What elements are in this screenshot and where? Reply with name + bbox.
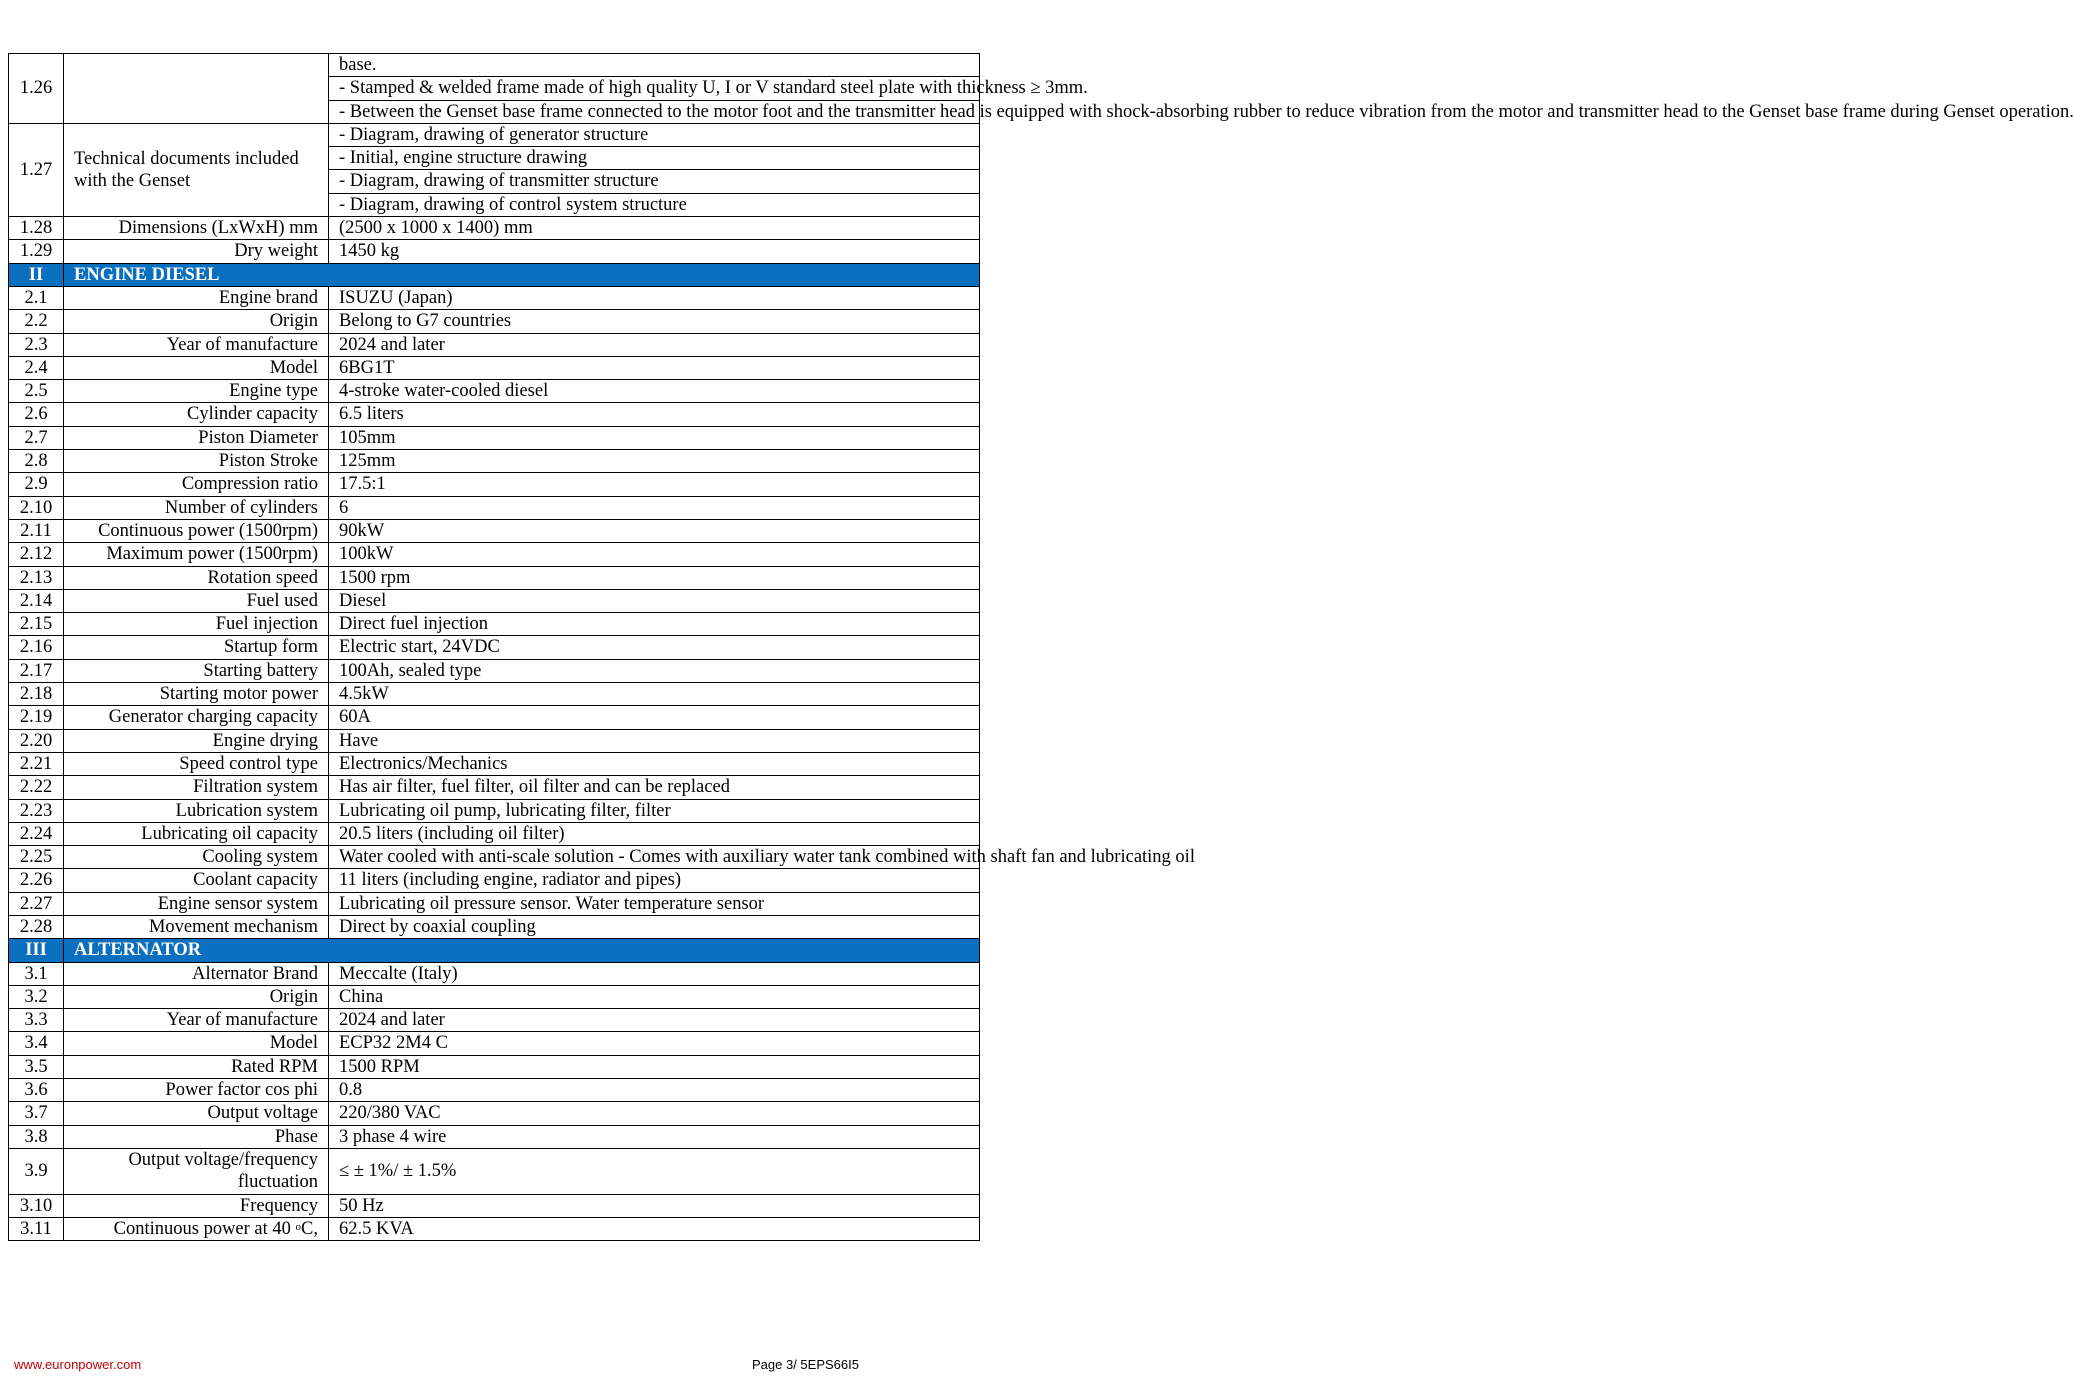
- table-row: [9, 962, 980, 985]
- row-number: 3.2: [9, 985, 64, 1008]
- row-label: Filtration system: [64, 776, 329, 799]
- row-label: Continuous power (1500rpm): [64, 519, 329, 542]
- table-row: [9, 613, 980, 636]
- row-label: Compression ratio: [64, 473, 329, 496]
- row-value: - Stamped & welded frame made of high quality U, I or V standard steel plate with thickness ≥ 3mm.: [329, 77, 980, 100]
- row-label: Startup form: [64, 636, 329, 659]
- degree-superscript: o: [295, 1220, 302, 1233]
- row-number: 2.1: [9, 286, 64, 309]
- page-footer: [14, 1357, 890, 1375]
- row-value: 50 Hz: [329, 1194, 980, 1217]
- table-row: [9, 1194, 980, 1217]
- table-row: [9, 706, 980, 729]
- row-label: Phase: [64, 1125, 329, 1148]
- table-row: [9, 1009, 980, 1032]
- spec-table-body: [9, 54, 2074, 1241]
- table-row: [9, 217, 980, 240]
- row-number: 2.15: [9, 613, 64, 636]
- table-row: [9, 1217, 980, 1240]
- table-row: [9, 752, 980, 775]
- row-value: (2500 x 1000 x 1400) mm: [329, 217, 980, 240]
- table-row: [9, 659, 980, 682]
- table-row: [9, 1032, 980, 1055]
- row-label: Lubricating oil capacity: [64, 822, 329, 845]
- row-value: 60A: [329, 706, 980, 729]
- row-value: Electronics/Mechanics: [329, 752, 980, 775]
- row-label: [64, 1148, 329, 1194]
- row-number: 2.22: [9, 776, 64, 799]
- row-label: Generator charging capacity: [64, 706, 329, 729]
- row-number: 3.7: [9, 1102, 64, 1125]
- row-label: Lubrication system: [64, 799, 329, 822]
- table-row: [9, 543, 980, 566]
- row-value: 4-stroke water-cooled diesel: [329, 380, 980, 403]
- table-row: [9, 1079, 980, 1102]
- table-row: [9, 1125, 980, 1148]
- section-number: III: [9, 939, 64, 962]
- table-row: [9, 123, 980, 146]
- row-number: 2.5: [9, 380, 64, 403]
- row-number: 2.12: [9, 543, 64, 566]
- row-label: Movement mechanism: [64, 915, 329, 938]
- row-label: Starting motor power: [64, 683, 329, 706]
- section-header-engine: [9, 263, 980, 286]
- row-label: Coolant capacity: [64, 869, 329, 892]
- row-label: Cylinder capacity: [64, 403, 329, 426]
- row-number: 2.9: [9, 473, 64, 496]
- table-row: [9, 403, 980, 426]
- row-value: base.: [329, 54, 980, 77]
- row-value: 6: [329, 496, 980, 519]
- row-label: Frequency: [64, 1194, 329, 1217]
- row-number: 3.10: [9, 1194, 64, 1217]
- row-value: Meccalte (Italy): [329, 962, 980, 985]
- row-value: ECP32 2M4 C: [329, 1032, 980, 1055]
- table-row: [9, 683, 980, 706]
- row-number: 3.3: [9, 1009, 64, 1032]
- row-number: 2.23: [9, 799, 64, 822]
- row-number: 2.3: [9, 333, 64, 356]
- row-label: Engine sensor system: [64, 892, 329, 915]
- row-number: 2.27: [9, 892, 64, 915]
- table-row: [9, 776, 980, 799]
- row-label: [64, 1217, 329, 1240]
- row-value: 6.5 liters: [329, 403, 980, 426]
- row-value: 105mm: [329, 426, 980, 449]
- row-label: Engine drying: [64, 729, 329, 752]
- row-label-text: Continuous power at 40: [113, 1218, 296, 1239]
- table-row: [9, 356, 980, 379]
- table-row: [9, 822, 980, 845]
- row-value: 2024 and later: [329, 1009, 980, 1032]
- row-value: 90kW: [329, 519, 980, 542]
- row-number: 2.17: [9, 659, 64, 682]
- table-row: [9, 892, 980, 915]
- row-number: 2.7: [9, 426, 64, 449]
- table-row: [9, 799, 980, 822]
- row-label: Dimensions (LxWxH) mm: [64, 217, 329, 240]
- row-value: 11 liters (including engine, radiator and pipes): [329, 869, 980, 892]
- table-row: [9, 519, 980, 542]
- row-number: 2.24: [9, 822, 64, 845]
- row-number: 2.26: [9, 869, 64, 892]
- row-number: 2.19: [9, 706, 64, 729]
- row-number: 2.4: [9, 356, 64, 379]
- row-label: Maximum power (1500rpm): [64, 543, 329, 566]
- row-label: Alternator Brand: [64, 962, 329, 985]
- table-row: [9, 333, 980, 356]
- table-row: [9, 589, 980, 612]
- row-label: Engine type: [64, 380, 329, 403]
- row-label: Year of manufacture: [64, 1009, 329, 1032]
- table-row: [9, 915, 980, 938]
- row-label-line: fluctuation: [237, 1172, 318, 1193]
- section-number: II: [9, 263, 64, 286]
- row-value: Has air filter, fuel filter, oil filter and can be replaced: [329, 776, 980, 799]
- table-row: [9, 566, 980, 589]
- row-value: Water cooled with anti-scale solution - Comes with auxiliary water tank combined with shaft fan and lubricating oil: [329, 846, 980, 869]
- row-label: Dry weight: [64, 240, 329, 263]
- table-row: [9, 1148, 980, 1194]
- row-value: Diesel: [329, 589, 980, 612]
- row-number: 3.8: [9, 1125, 64, 1148]
- row-label: Speed control type: [64, 752, 329, 775]
- row-label: Output voltage: [64, 1102, 329, 1125]
- row-label-text: C,: [301, 1218, 318, 1239]
- row-label: Number of cylinders: [64, 496, 329, 519]
- row-label: Power factor cos phi: [64, 1079, 329, 1102]
- row-label: Technical documents included with the Genset: [64, 123, 329, 216]
- row-number: 3.6: [9, 1079, 64, 1102]
- row-number: 1.28: [9, 217, 64, 240]
- table-row: [9, 846, 980, 869]
- row-number: 2.6: [9, 403, 64, 426]
- table-row: [9, 496, 980, 519]
- row-value: 100kW: [329, 543, 980, 566]
- row-value: 1500 RPM: [329, 1055, 980, 1078]
- row-number: 1.26: [9, 54, 64, 124]
- row-label: [64, 54, 329, 124]
- row-value: 1500 rpm: [329, 566, 980, 589]
- table-row: [9, 473, 980, 496]
- row-value: - Between the Genset base frame connected to the motor foot and the transmitter head is equipped with shock-absorbing rubber to reduce vibration from the motor and transmitter head to the Genset base frame during Genset operation.: [329, 100, 980, 123]
- row-value: Direct fuel injection: [329, 613, 980, 636]
- row-value: Lubricating oil pump, lubricating filter, filter: [329, 799, 980, 822]
- row-number: 3.9: [9, 1148, 64, 1194]
- row-value: 6BG1T: [329, 356, 980, 379]
- row-value: - Initial, engine structure drawing: [329, 147, 980, 170]
- table-row: [9, 729, 980, 752]
- row-number: 2.10: [9, 496, 64, 519]
- row-label: Rotation speed: [64, 566, 329, 589]
- table-row: [9, 1102, 980, 1125]
- row-value: - Diagram, drawing of control system structure: [329, 193, 980, 216]
- row-number: 2.18: [9, 683, 64, 706]
- row-label: Piston Stroke: [64, 450, 329, 473]
- row-number: 2.21: [9, 752, 64, 775]
- footer-website[interactable]: www.euronpower.com: [14, 1357, 142, 1372]
- row-value: 2024 and later: [329, 333, 980, 356]
- spec-table: [8, 53, 2074, 1241]
- row-number: 3.1: [9, 962, 64, 985]
- row-value: Direct by coaxial coupling: [329, 915, 980, 938]
- row-label: Engine brand: [64, 286, 329, 309]
- row-value: 0.8: [329, 1079, 980, 1102]
- row-value: 125mm: [329, 450, 980, 473]
- row-value: 1450 kg: [329, 240, 980, 263]
- row-value: Electric start, 24VDC: [329, 636, 980, 659]
- row-number: 2.2: [9, 310, 64, 333]
- row-label: Cooling system: [64, 846, 329, 869]
- row-value: - Diagram, drawing of generator structure: [329, 123, 980, 146]
- row-value: ≤ ± 1%/ ± 1.5%: [329, 1148, 980, 1194]
- row-number: 2.14: [9, 589, 64, 612]
- row-value: Belong to G7 countries: [329, 310, 980, 333]
- row-number: 1.29: [9, 240, 64, 263]
- row-label: Piston Diameter: [64, 426, 329, 449]
- table-row: [9, 380, 980, 403]
- row-label: Model: [64, 1032, 329, 1055]
- row-number: 2.16: [9, 636, 64, 659]
- row-label: Model: [64, 356, 329, 379]
- row-value: Have: [329, 729, 980, 752]
- row-value: 17.5:1: [329, 473, 980, 496]
- table-row: [9, 54, 980, 77]
- row-number: 2.20: [9, 729, 64, 752]
- table-row: [9, 985, 980, 1008]
- row-number: 2.25: [9, 846, 64, 869]
- section-header-alternator: [9, 939, 980, 962]
- row-label: Origin: [64, 985, 329, 1008]
- row-value: 220/380 VAC: [329, 1102, 980, 1125]
- row-value: 62.5 KVA: [329, 1217, 980, 1240]
- table-row: [9, 1055, 980, 1078]
- table-row: [9, 240, 980, 263]
- row-value: Lubricating oil pressure sensor. Water temperature sensor: [329, 892, 980, 915]
- table-row: [9, 286, 980, 309]
- row-number: 3.5: [9, 1055, 64, 1078]
- row-value: 20.5 liters (including oil filter): [329, 822, 980, 845]
- table-row: [9, 426, 980, 449]
- row-number: 3.11: [9, 1217, 64, 1240]
- row-value: 4.5kW: [329, 683, 980, 706]
- row-label-line: Output voltage/frequency: [128, 1149, 318, 1170]
- table-row: [9, 310, 980, 333]
- row-label: Origin: [64, 310, 329, 333]
- row-label: Rated RPM: [64, 1055, 329, 1078]
- table-row: [9, 450, 980, 473]
- table-row: [9, 636, 980, 659]
- table-row: [9, 869, 980, 892]
- row-label: Starting battery: [64, 659, 329, 682]
- section-title: ENGINE DIESEL: [64, 263, 980, 286]
- row-value: 100Ah, sealed type: [329, 659, 980, 682]
- row-value: - Diagram, drawing of transmitter structure: [329, 170, 980, 193]
- row-label: Year of manufacture: [64, 333, 329, 356]
- row-number: 2.8: [9, 450, 64, 473]
- row-value: China: [329, 985, 980, 1008]
- row-value: 3 phase 4 wire: [329, 1125, 980, 1148]
- section-title: ALTERNATOR: [64, 939, 980, 962]
- footer-page-number: Page 3/ 5EPS66I5: [752, 1357, 859, 1372]
- row-number: 2.28: [9, 915, 64, 938]
- row-number: 2.13: [9, 566, 64, 589]
- row-value: ISUZU (Japan): [329, 286, 980, 309]
- row-number: 1.27: [9, 123, 64, 216]
- row-label: Fuel injection: [64, 613, 329, 636]
- row-label: Fuel used: [64, 589, 329, 612]
- row-number: 2.11: [9, 519, 64, 542]
- row-number: 3.4: [9, 1032, 64, 1055]
